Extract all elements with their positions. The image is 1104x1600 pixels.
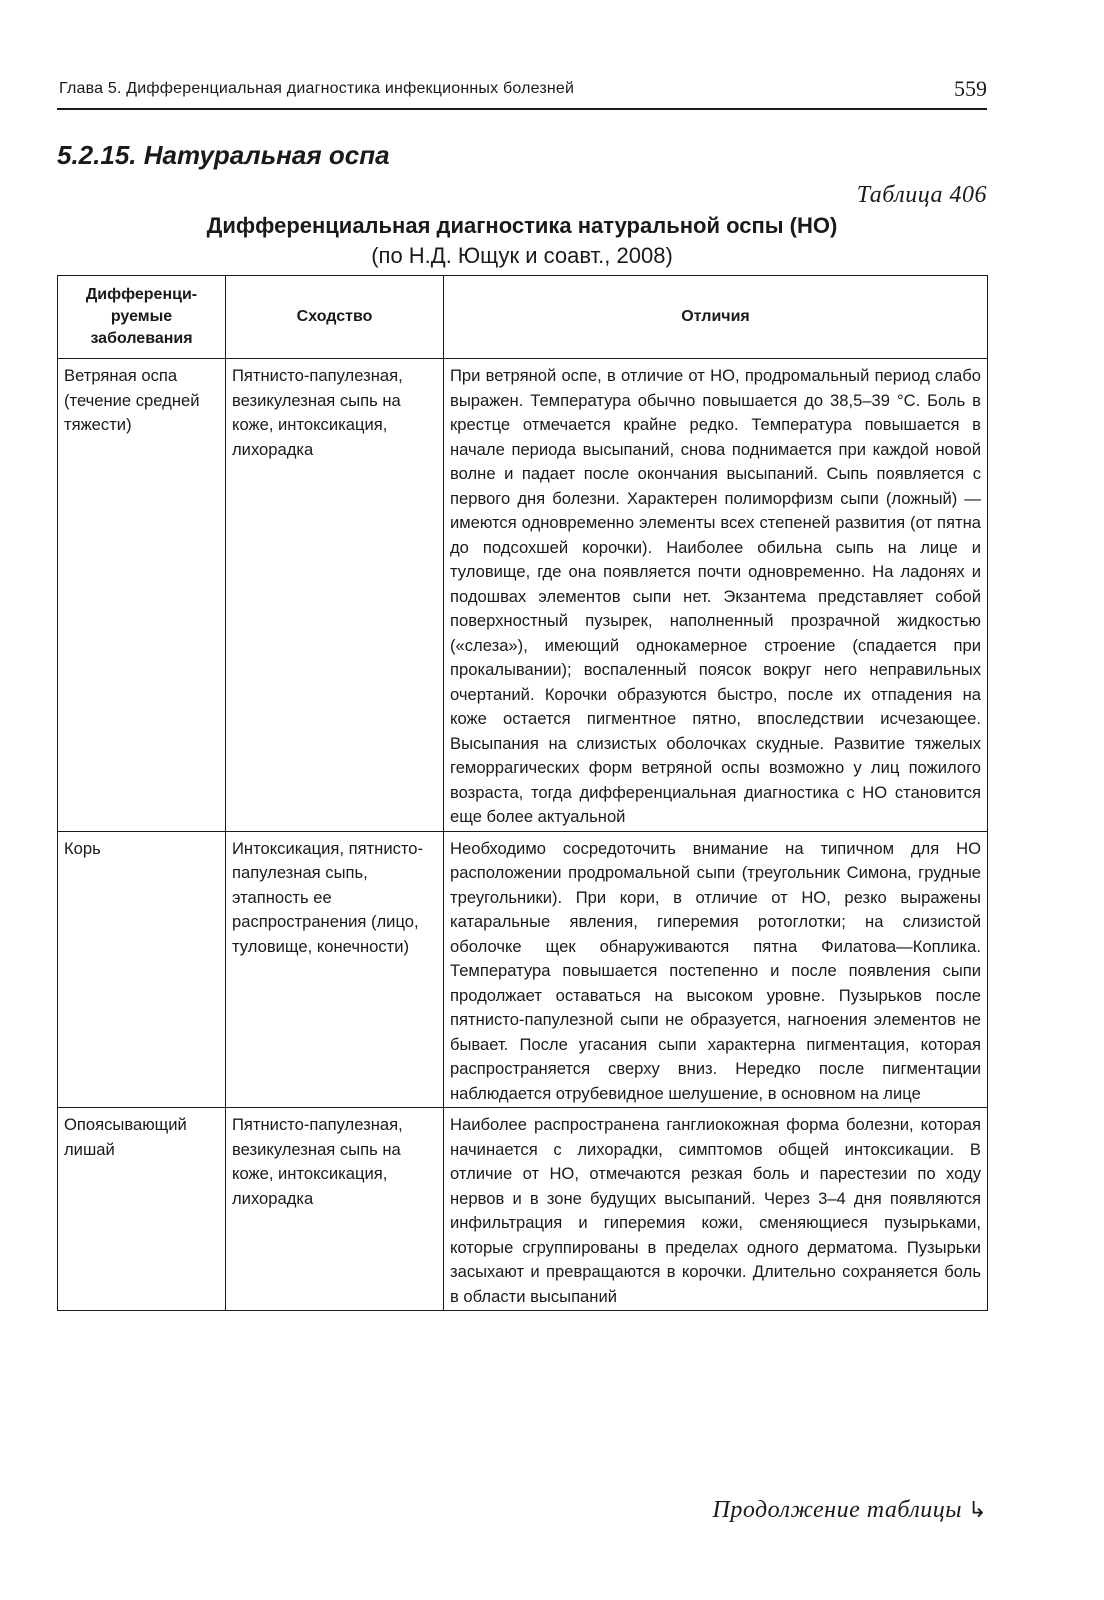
continuation-label: Продолжение таблицы bbox=[712, 1497, 963, 1523]
table-title: Дифференциальная диагностика натуральной оспы (НО) bbox=[206, 213, 838, 238]
table-number: Таблица 406 bbox=[856, 182, 987, 208]
table-row bbox=[58, 831, 988, 1108]
table-header-row bbox=[58, 276, 988, 359]
table-source: (по Н.Д. Ющук и соавт., 2008) bbox=[371, 243, 673, 268]
table-row bbox=[58, 1108, 988, 1311]
table-row bbox=[58, 359, 988, 832]
differences-cell: Необходимо сосредоточить внимание на типичном для НО расположении продромальной сыпи (треугольник Симона, грудные треугольники). При кори, в отличие от НО, резко выражены катаральные явления, гиперемия ротоглотки; на слизистой оболочке щек обнаруживаются пятна Филатова—Коплика. Температура повышается постепенно и после появления сыпи продолжает оставаться на высоком уровне. Пузырьков после пятнисто-папулезной сыпи не образуется, нагноения элементов не бывает. После угасания сыпи характерна пигментация, которая распространяется сверху вниз. Нередко после пигментации наблюдается отрубевидное шелушение, в основном на лице bbox=[444, 831, 988, 1108]
similarity-cell: Пятнисто-папулезная, везикулезная сыпь на коже, интоксикация, лихорадка bbox=[226, 1108, 444, 1311]
differential-table bbox=[57, 275, 988, 1311]
similarity-cell: Пятнисто-папулезная, везикулезная сыпь на коже, интоксикация, лихорадка bbox=[226, 359, 444, 832]
disease-cell: Корь bbox=[58, 831, 226, 1108]
chapter-title: Глава 5. Дифференциальная диагностика инфекционных болезней bbox=[59, 80, 575, 97]
running-header bbox=[57, 78, 987, 110]
turn-arrow-icon: ↳ bbox=[968, 1497, 987, 1522]
disease-cell: Ветряная оспа (течение средней тяжести) bbox=[58, 359, 226, 832]
header-differences: Отличия bbox=[444, 276, 988, 359]
header-similarity: Сходство bbox=[226, 276, 444, 359]
differences-cell: При ветряной оспе, в отличие от НО, продромальный период слабо выражен. Температура обычно повышается до 38,5–39 °С. Боль в крестце отмечается крайне редко. Температура повышается в начале периода высыпаний, снова поднимается при каждой новой волне и падает после окончания высыпаний. Сыпь появляется с первого дня болезни. Характерен полиморфизм сыпи (ложный) — имеются одновременно элементы всех степеней развития (от пятна до подсохшей корочки). Наиболее обильна сыпь на лице и туловище, где она появляется почти одновременно. На ладонях и подошвах элементов сыпи нет. Экзантема представляет собой поверхностный пузырек, наполненный прозрачной жидкостью («слеза»), имеющий однокамерное строение (спадается при прокалывании); воспаленный поясок вокруг него неправильных очертаний. Корочки образуются быстро, после их отпадения на коже остается пигментное пятно, впоследствии исчезающее. Высыпания на слизистых оболочках скудные. Развитие тяжелых геморрагических форм ветряной оспы возможно у лиц пожилого возраста, тогда дифференциальная диагностика с НО становится еще более актуальной bbox=[444, 359, 988, 832]
disease-cell: Опоясывающий лишай bbox=[58, 1108, 226, 1311]
header-diseases: Дифференци-руемые заболевания bbox=[58, 276, 226, 359]
similarity-cell: Интоксикация, пятнисто-папулезная сыпь, этапность ее распространения (лицо, туловище, конечности) bbox=[226, 831, 444, 1108]
table-continuation-note bbox=[713, 1497, 988, 1524]
section-title: 5.2.15. Натуральная оспа bbox=[57, 140, 390, 170]
differences-cell: Наиболее распространена ганглиокожная форма болезни, которая начинается с лихорадки, симптомов общей интоксикации. В отличие от НО, отмечаются резкая боль и парестезии по ходу нервов и в зоне будущих высыпаний. Через 3–4 дня появляются инфильтрация и гиперемия кожи, сменяющиеся пузырьками, которые сгруппированы в пределах одного дерматома. Пузырьки засыхают и превращаются в корочки. Длительно сохраняется боль в области высыпаний bbox=[444, 1108, 988, 1311]
page-number: 559 bbox=[954, 76, 987, 101]
